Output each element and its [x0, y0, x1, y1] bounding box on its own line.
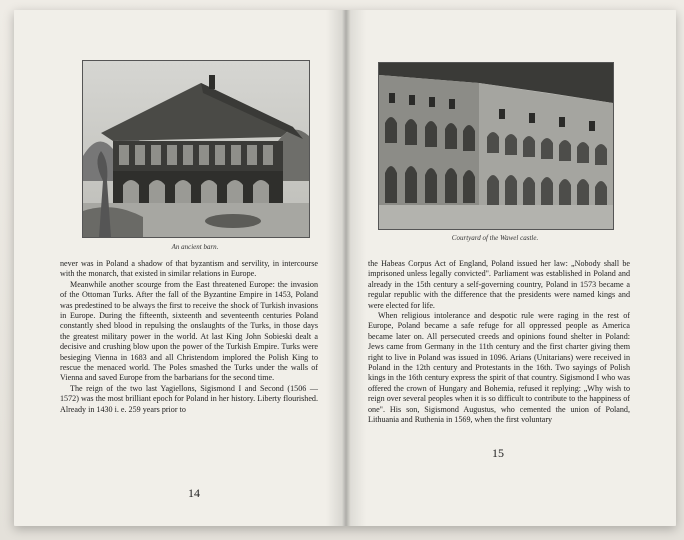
courtyard-photo-image [379, 63, 613, 229]
left-page [14, 10, 344, 526]
paragraph: Meanwhile another scourge from the East threatened Europe: the invasion of the Ottoman Turks. After the fall of the Byzantine Empire in 1453, Poland was predestined to be always the first to receive the shock of Turkish invasions in Europe. During the fifteenth, sixteenth and seventeenth centuries Poland constantly shed blood in repulsing the onslaughts of the Turks, in those days the greatest military power in the world. At last King John Sobieski dealt a decisive and crushing blow upon the power of the Turkish Empire. Turks were besieging Vienna in 1683 and all Christendom implored the Polish King to rescue the menaced world. The Poles smashed the Turks under the walls of Vienna and saved Europe from the barbarians for the second time. [60, 279, 318, 383]
paragraph: When religious intolerance and despotic rule were raging in the rest of Europe, Poland became a safe refuge for all oppressed people as America became later on. All persecuted creeds and opinions found shelter in Poland: Jews came from Germany in the 11th century and the first charter giving them right to live in Poland was issued in 1096. Arians (Unitarians) were received in Poland in the 12th century and Protestants in the 16th. Two sayings of Polish kings in the 16th century express the spirit of that country. Sigismond I who was offered the crown of Hungary and Bohemia, refused it replying: „Why wish to reign over several peoples when it is so difficult to contribute to the happiness of one". His son, Sigismond Augustus, who cemented the union of Poland, Lithuania and Ruthenia in 1569, when the first voluntary [368, 311, 630, 425]
photo-wawel-courtyard [378, 62, 614, 230]
photo-caption: Courtyard of the Wawel castle. [451, 234, 539, 242]
photo-ancient-barn [82, 60, 310, 238]
paragraph: the Habeas Corpus Act of England, Poland issued her law: „Nobody shall be imprisoned unless legally convicted". Parliament was established in Poland and already in the 15th century a self-governing country, Poland in 1573 became a regular republic with the difference that the presidents were named kings and were elected for life. [368, 259, 630, 310]
page-number: 14 [188, 486, 200, 500]
left-body-text [60, 259, 318, 415]
barn-photo-image [83, 61, 309, 237]
paragraph: never was in Poland a shadow of that byzantism and servility, in intercourse with the monarch, that existed in similar relations in Europe. [60, 259, 318, 279]
right-body-text [368, 259, 630, 426]
page-number: 15 [492, 446, 504, 460]
right-page [344, 10, 676, 526]
paragraph: The reign of the two last Yagiellons, Sigismond I and Second (1506 — 1572) was the most brilliant epoch for Poland in her history. Liberty flourished. Already in 1430 i. e. 259 years prior to [60, 383, 318, 414]
photo-caption: An ancient barn. [171, 243, 219, 251]
open-booklet [14, 10, 676, 526]
